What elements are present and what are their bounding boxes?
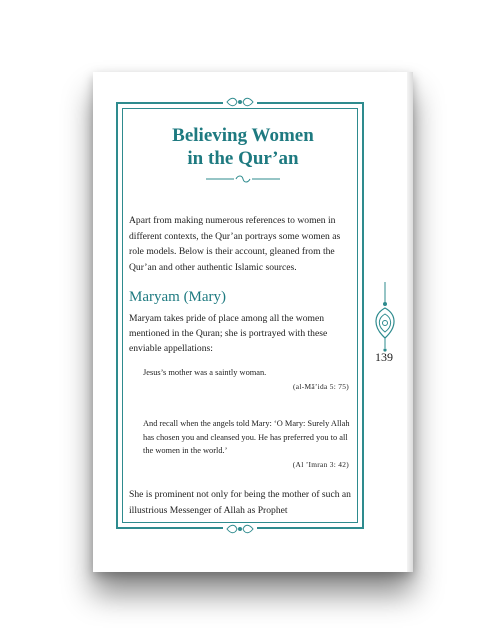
quote-1-text: Jesus’s mother was a saintly woman. [143, 368, 267, 377]
page-edge [407, 72, 413, 572]
chapter-title [129, 124, 357, 170]
chapter-title-line2: in the Qur’an [187, 148, 299, 169]
intro-paragraph: Apart from making numerous references to women in different contexts, the Qur’an portrays some women as role models. Below is their account, gleaned from the Qur’an and other authentic Islamic sources. [129, 215, 341, 273]
chapter-title-line1: Believing Women [172, 125, 314, 146]
page-content [129, 124, 357, 518]
quote-2-text: And recall when the angels told Mary: ‘O Mary: Surely Allah has chosen you and cleansed you. He has preferred you to all the women in the world.’ [143, 419, 350, 455]
quote-2-reference: (Al ’Imran 3: 42) [292, 459, 349, 469]
closing-paragraph: She is prominent not only for being the mother of such an illustrious Messenger of Allah as Prophet [129, 489, 351, 516]
quote-block-1 [143, 366, 353, 393]
book-page [93, 72, 413, 572]
title-divider-icon [206, 173, 280, 185]
quote-1-reference: (al-Mā’ida 5: 75) [293, 381, 349, 391]
top-ornament-icon [223, 96, 257, 108]
section-heading: Maryam (Mary) [129, 289, 227, 305]
page-number: 139 [375, 350, 393, 364]
margin-ornament-icon [370, 282, 400, 358]
bottom-ornament-icon [223, 523, 257, 535]
quote-block-2 [143, 417, 353, 471]
section-paragraph: Maryam takes pride of place among all the women mentioned in the Quran; she is portrayed with these enviable appellations: [129, 313, 328, 354]
